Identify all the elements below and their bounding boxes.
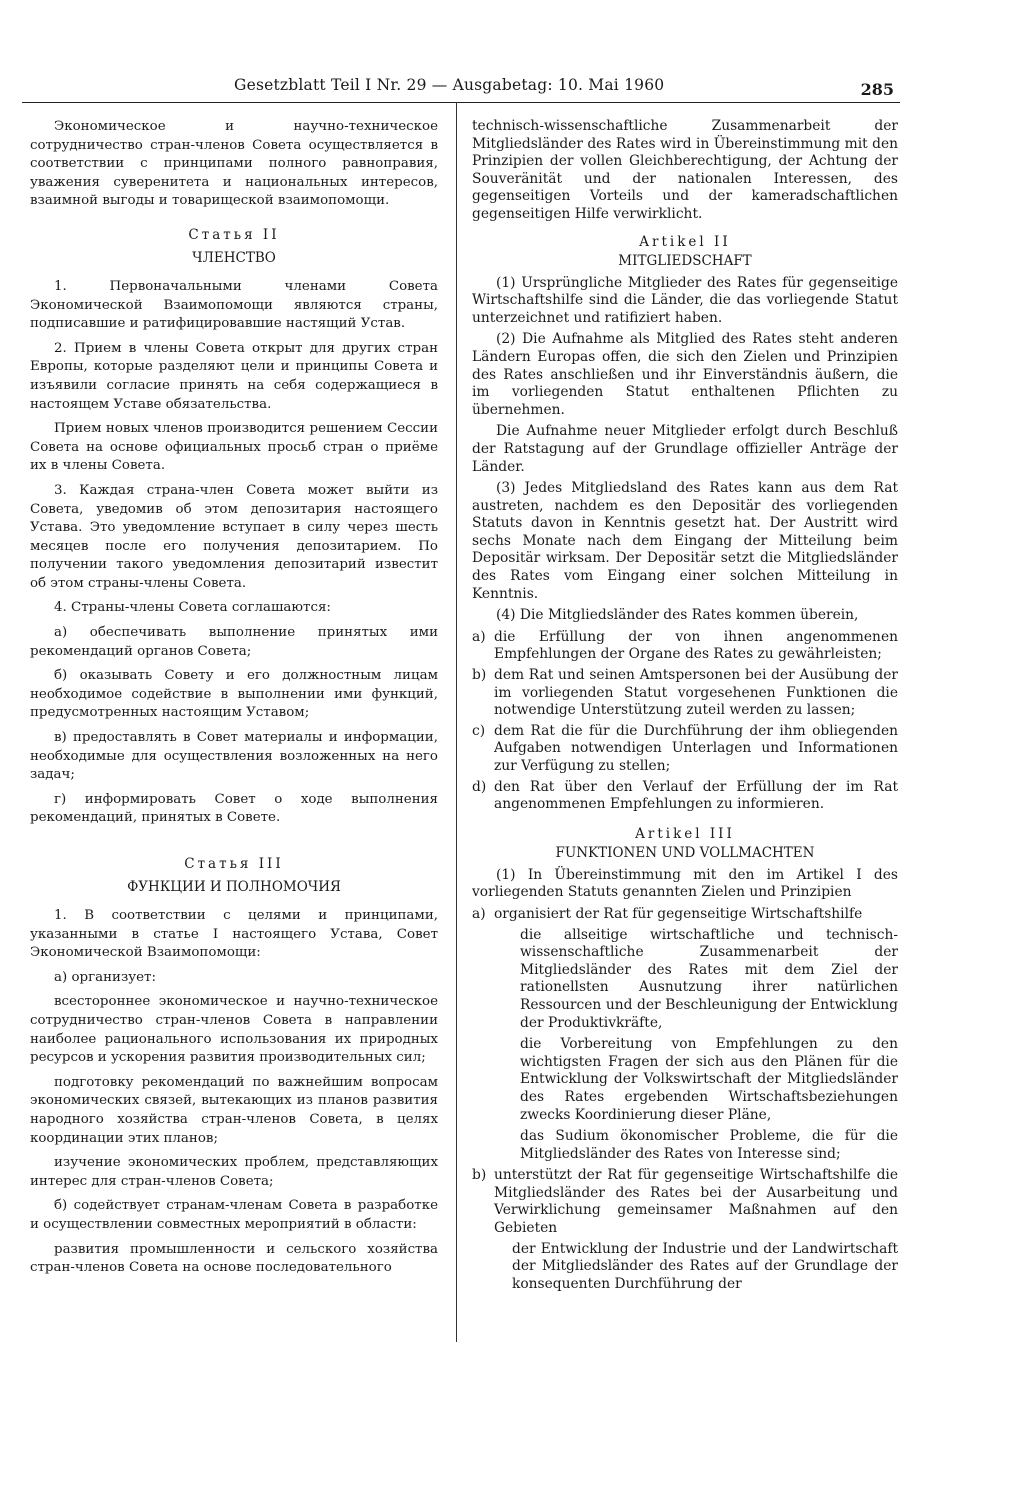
- item-marker: d): [472, 778, 487, 795]
- art3-item-a-de: [472, 906, 898, 924]
- art3-item-b-ru: б) содействует странам-членам Совета в разработке и осуществлении совместных мероприятий в области:: [30, 1198, 438, 1232]
- art2-paragraph-2b-ru: Прием новых членов производится решением Сессии Совета на основе официальных просьб стран о приёме их в члены Совета.: [30, 421, 438, 474]
- art3-item-a1-de: die allseitige wirtschaftliche und technisch-wissenschaftliche Zusammenarbeit der Mitgliedsländer des Rates mit dem Ziel der rationellsten Ausnutzung ihrer natürlichen Ressourcen und der Beschleunigung der Entwicklung der Produktivkräfte,: [520, 926, 898, 1031]
- art3-item-b1-de: der Entwicklung der Industrie und der Landwirtschaft der Mitgliedsländer des Rates auf der Grundlage der konsequenten Durchführung der: [512, 1240, 898, 1292]
- header-title: Gesetzblatt Teil I Nr. 29 — Ausgabetag: 10. Mai 1960: [234, 76, 665, 94]
- art2-item-c-de: [472, 723, 898, 776]
- item-text: organisiert der Rat für gegenseitige Wirtschaftshilfe: [494, 905, 863, 922]
- item-text: unterstützt der Rat für gegenseitige Wirtschaftshilfe die Mitgliedsländer des Rates bei der Ausarbeitung und Verwirklichung gemeinsamer Maßnahmen auf den Gebieten: [494, 1167, 898, 1237]
- article-3-heading-ru: Статья III: [184, 856, 284, 872]
- item-marker: a): [472, 628, 486, 645]
- art2-paragraph-2b-de: Die Aufnahme neuer Mitglieder erfolgt durch Beschluß der Ratstagung auf der Grundlage offizieller Anträge der Länder.: [472, 423, 898, 475]
- art2-paragraph-3-de: (3) Jedes Mitgliedsland des Rates kann aus dem Rat austreten, nachdem es den Depositär des vorliegenden Statuts davon in Kenntnis gesetzt hat. Der Austritt wird sechs Monate nach dem Eingang der Mitteilung beim Depositär wirksam. Der Depositär setzt die Mitgliedsländer des Rates vom Eingang einer solchen Mitteilung in Kenntnis.: [472, 480, 898, 602]
- article-2-heading-ru: Статья II: [188, 226, 280, 243]
- art3-item-a1-ru: всестороннее экономическое и научно-техническое сотрудничество стран-членов Совета в направлении наиболее рационального использования их природных ресурсов и ускорения развития производительных сил;: [30, 994, 438, 1066]
- art2-item-a-ru: а) обеспечивать выполнение принятых ими рекомендаций органов Совета;: [30, 625, 438, 659]
- art2-paragraph-2-ru: 2. Прием в члены Совета открыт для других стран Европы, которые разделяют цели и принципы Совета и изъявили согласие принять на себя содержащиеся в настоящем Уставе обязательства.: [30, 340, 438, 412]
- art3-item-a2-de: die Vorbereitung von Empfehlungen zu den wichtigsten Fragen der sich aus den Plänen für die Entwicklung der Volkswirtschaft der Mitgliedsländer des Rates ergebenden Wirtschaftsbeziehungen zwecks Koordinierung dieser Pläne,: [520, 1036, 898, 1123]
- article-2-heading-de: Artikel II: [639, 233, 731, 250]
- item-marker: c): [472, 722, 486, 739]
- page-number: 285: [860, 80, 894, 99]
- russian-column: [30, 118, 438, 1284]
- page-header: [22, 72, 900, 103]
- column-divider: [456, 102, 457, 1342]
- art2-item-g-ru: г) информировать Совет о ходе выполнения рекомендаций, принятых в Совете.: [30, 791, 438, 826]
- art2-paragraph-2-de: (2) Die Aufnahme als Mitglied des Rates steht anderen Ländern Europas offen, die sich den Zielen und Prinzipien des Rates anschließen und ihr Einverständnis äußern, die im vorliegenden Statut enthaltenen Pflichten zu übernehmen.: [472, 331, 898, 418]
- item-text: dem Rat und seinen Amtspersonen bei der Ausübung der im vorliegenden Statut vorgesehenen Funktionen die notwendige Unterstützung zuteil werden zu lassen;: [494, 667, 898, 719]
- art3-a-subitems-de: [520, 927, 898, 1164]
- art2-paragraph-3-ru: 3. Каждая страна-член Совета может выйти из Совета, уведомив об этом депозитария настоящего Устава. Это уведомление вступает в силу через шесть месяцев после его получения депозитарием. По получении такого уведомления депозитарий известит об этом страны-члены Совета.: [30, 482, 438, 591]
- art2-paragraph-1-de: (1) Ursprüngliche Mitglieder des Rates für gegenseitige Wirtschaftshilfe sind die Länder, die das vorliegende Statut unterzeichnet und ratifiziert haben.: [472, 274, 898, 326]
- art2-item-v-ru: в) предоставлять в Совет материалы и информации, необходимые для осуществления возложенных на него задач;: [30, 730, 438, 783]
- item-marker: b): [472, 1167, 487, 1184]
- art3-item-a3-ru: изучение экономических проблем, представляющих интерес для стран-членов Совета;: [30, 1155, 438, 1189]
- item-text: dem Rat die für die Durchführung der ihm obliegenden Aufgaben notwendigen Unterlagen und Informationen zur Verfügung zu stellen;: [494, 722, 898, 774]
- art3-item-a3-de: das Sudium ökonomischer Probleme, die für die Mitgliedsländer des Rates von Interesse sind;: [520, 1128, 898, 1162]
- art3-item-b1-ru: развития промышленности и сельского хозяйства стран-членов Совета на основе последовательного: [30, 1241, 438, 1276]
- intro-paragraph-de: technisch-wissenschaftliche Zusammenarbeit der Mitgliedsländer des Rates wird in Übereinstimmung mit den Prinzipien der vollen Gleichberechtigung, der Achtung der Souveränität und der nationalen Interessen, des gegenseitigen Vorteils und der kameradschaftlichen gegenseitigen Hilfe verwirklicht.: [472, 118, 898, 222]
- intro-paragraph-ru: Экономическое и научно-техническое сотрудничество стран-членов Совета осуществляется в соответствии с принципами полного равноправия, уважения суверенитета и национальных интересов, взаимной выгоды и товарищеской взаимопомощи.: [30, 119, 438, 209]
- art2-item-d-de: [472, 779, 898, 814]
- article-3-heading-de: Artikel III: [635, 825, 735, 842]
- art2-paragraph-1-ru: 1. Первоначальными членами Совета Экономической Взаимопомощи являются страны, подписавшие и ратифицировавшие настящий Устав.: [30, 278, 438, 332]
- art3-paragraph-1-ru: 1. В соответствии с целями и принципами, указанными в статье I настоящего Устава, Совет Экономической Взаимопомощи:: [30, 908, 438, 961]
- art3-item-a-ru: а) организует:: [54, 969, 156, 985]
- item-marker: a): [472, 905, 486, 922]
- article-3-title-ru: ФУНКЦИИ И ПОЛНОМОЧИЯ: [127, 879, 341, 895]
- item-text: den Rat über den Verlauf der Erfüllung der im Rat angenommenen Empfehlungen zu informieren.: [494, 778, 898, 813]
- item-marker: b): [472, 667, 487, 684]
- article-2-title-de: MITGLIEDSCHAFT: [618, 252, 752, 269]
- art3-b-subitems-de: [512, 1241, 898, 1294]
- item-text: die Erfüllung der von ihnen angenommenen Empfehlungen der Organe des Rates zu gewährleisten;: [494, 628, 898, 663]
- german-column: [472, 118, 898, 1297]
- article-3-title-de: FUNKTIONEN UND VOLLMACHTEN: [555, 844, 815, 861]
- article-2-title-ru: ЧЛЕНСТВО: [192, 249, 276, 266]
- art2-paragraph-4-de: (4) Die Mitgliedsländer des Rates kommen überein,: [496, 607, 859, 624]
- art3-paragraph-1-de: (1) In Übereinstimmung mit den im Artikel I des vorliegenden Statuts genannten Zielen und Prinzipien: [472, 866, 898, 901]
- art2-item-b-ru: б) оказывать Совету и его должностным лицам необходимое содействие в выполнении ими функций, предусмотренных настоящим Уставом;: [30, 668, 438, 721]
- art2-item-a-de: [472, 629, 898, 664]
- art3-item-b-de: [472, 1167, 898, 1237]
- art3-item-a2-ru: подготовку рекомендаций по важнейшим вопросам экономических связей, вытекающих из планов развития народного хозяйства стран-членов Совета, в целях координации этих планов;: [30, 1074, 438, 1146]
- art2-paragraph-4-ru: 4. Страны-члены Совета соглашаются:: [54, 600, 331, 616]
- art2-item-b-de: [472, 667, 898, 720]
